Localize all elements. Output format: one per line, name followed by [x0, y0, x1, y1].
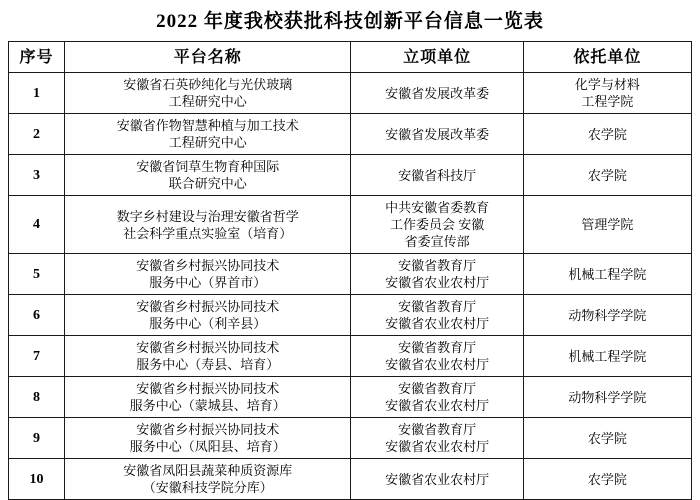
cell-seq: 8: [9, 377, 65, 418]
table-header: [9, 42, 692, 73]
table-row: [9, 336, 692, 377]
cell-approval-unit: [351, 295, 523, 336]
cell-approval-unit: [351, 73, 523, 114]
cell-approval-unit: [351, 336, 523, 377]
cell-approval-unit-line: 安徽省农业农村厅: [385, 275, 490, 290]
cell-platform-name-line: 服务中心（蒙城县、培育）: [129, 398, 286, 413]
cell-approval-unit: [351, 459, 523, 500]
cell-platform-name-line: 数字乡村建设与治理安徽省哲学: [116, 208, 299, 224]
cell-seq: 4: [9, 196, 65, 254]
cell-platform-name: [65, 114, 351, 155]
cell-host-unit-line: 机械工程学院: [568, 266, 647, 282]
cell-host-unit-line: 化学与材料: [574, 77, 640, 92]
table-row: [9, 155, 692, 196]
cell-platform-name: [65, 418, 351, 459]
cell-platform-name-line: 安徽省乡村振兴协同技术: [136, 299, 280, 314]
cell-platform-name-line: 安徽省乡村振兴协同技术: [136, 381, 280, 396]
cell-platform-name-line: 工程研究中心: [168, 135, 247, 150]
cell-approval-unit-line: 安徽省农业农村厅: [385, 316, 490, 331]
cell-host-unit: [523, 73, 691, 114]
cell-approval-unit-line: 安徽省教育厅: [398, 299, 477, 314]
cell-platform-name-line: 安徽省饲草生物育种国际: [136, 159, 280, 174]
cell-approval-unit-line: 安徽省农业农村厅: [385, 439, 490, 454]
cell-platform-name: [65, 336, 351, 377]
cell-approval-unit: [351, 377, 523, 418]
cell-host-unit: [523, 196, 691, 254]
cell-platform-name-line: 安徽省石英砂纯化与光伏玻璃: [123, 77, 293, 92]
cell-platform-name-line: 服务中心（界首市）: [149, 275, 267, 290]
cell-platform-name-line: 服务中心（利辛县）: [149, 316, 267, 331]
cell-approval-unit-line: 安徽省农业农村厅: [385, 398, 490, 413]
cell-host-unit-line: 农学院: [587, 430, 627, 446]
cell-host-unit-line: 动物科学学院: [568, 389, 647, 405]
cell-platform-name-line: 安徽省凤阳县蔬菜种质资源库: [123, 463, 293, 478]
cell-platform-name-line: 安徽省乡村振兴协同技术: [136, 422, 280, 437]
table-header-row: [9, 42, 692, 73]
cell-host-unit-line: 管理学院: [581, 217, 634, 232]
cell-platform-name: [65, 73, 351, 114]
cell-host-unit: [523, 155, 691, 196]
table-row: [9, 418, 692, 459]
cell-approval-unit-line: 安徽省教育厅: [398, 422, 477, 437]
cell-approval-unit: [351, 254, 523, 295]
cell-approval-unit-line: 安徽省科技厅: [398, 167, 477, 183]
cell-platform-name-line: 安徽省乡村振兴协同技术: [136, 258, 280, 273]
table-row: [9, 196, 692, 254]
cell-platform-name: [65, 254, 351, 295]
table-row: [9, 459, 692, 500]
cell-host-unit-line: 农学院: [587, 126, 627, 142]
cell-platform-name-line: 工程研究中心: [168, 94, 247, 109]
cell-approval-unit: [351, 114, 523, 155]
cell-platform-name-line: 安徽省乡村振兴协同技术: [136, 340, 280, 355]
cell-approval-unit-line: 安徽省发展改革委: [385, 85, 490, 101]
cell-platform-name-line: （安徽科技学院分库）: [142, 480, 273, 495]
cell-host-unit: [523, 418, 691, 459]
cell-approval-unit: [351, 196, 523, 254]
platform-info-table: [8, 41, 692, 500]
cell-seq: 2: [9, 114, 65, 155]
cell-host-unit-line: 农学院: [587, 471, 627, 487]
cell-host-unit-line: 动物科学学院: [568, 307, 647, 323]
table-row: [9, 114, 692, 155]
column-header-dept: 依托单位: [523, 42, 691, 73]
cell-host-unit: [523, 336, 691, 377]
cell-host-unit: [523, 254, 691, 295]
cell-platform-name: [65, 196, 351, 254]
column-header-unit: 立项单位: [351, 42, 523, 73]
cell-approval-unit-line: 安徽省农业农村厅: [385, 357, 490, 372]
cell-approval-unit-line: 安徽省教育厅: [398, 258, 477, 273]
cell-host-unit-line: 机械工程学院: [568, 348, 647, 364]
table-row: [9, 295, 692, 336]
cell-host-unit: [523, 295, 691, 336]
cell-host-unit-line: 农学院: [587, 167, 627, 183]
cell-approval-unit-line: 安徽省教育厅: [398, 381, 477, 396]
cell-platform-name: [65, 295, 351, 336]
table-row: [9, 254, 692, 295]
cell-platform-name-line: 服务中心（凤阳县、培育）: [129, 439, 286, 454]
table-row: [9, 73, 692, 114]
cell-approval-unit-line: 安徽省教育厅: [398, 340, 477, 355]
cell-approval-unit: [351, 155, 523, 196]
cell-host-unit: [523, 459, 691, 500]
cell-platform-name: [65, 377, 351, 418]
cell-approval-unit-line: 中共安徽省委教育: [385, 200, 490, 215]
cell-seq: 9: [9, 418, 65, 459]
column-header-seq: 序号: [9, 42, 65, 73]
cell-approval-unit-line: 工作委员会 安徽: [389, 217, 485, 232]
cell-seq: 6: [9, 295, 65, 336]
cell-seq: 7: [9, 336, 65, 377]
cell-seq: 10: [9, 459, 65, 500]
cell-host-unit-line: 工程学院: [581, 94, 634, 109]
cell-host-unit: [523, 114, 691, 155]
cell-platform-name-line: 联合研究中心: [168, 176, 247, 191]
cell-approval-unit-line: 安徽省发展改革委: [385, 126, 490, 142]
cell-platform-name: [65, 459, 351, 500]
cell-platform-name-line: 社会科学重点实验室（培育）: [123, 225, 293, 241]
table-row: [9, 377, 692, 418]
cell-host-unit: [523, 377, 691, 418]
page-title: 2022 年度我校获批科技创新平台信息一览表: [156, 11, 544, 32]
cell-platform-name: [65, 155, 351, 196]
cell-approval-unit-line: 省委宣传部: [404, 234, 470, 249]
table-body: [9, 73, 692, 500]
cell-seq: 1: [9, 73, 65, 114]
cell-platform-name-line: 安徽省作物智慧种植与加工技术: [116, 118, 299, 133]
cell-seq: 5: [9, 254, 65, 295]
cell-approval-unit-line: 安徽省农业农村厅: [385, 471, 490, 487]
cell-approval-unit: [351, 418, 523, 459]
cell-platform-name-line: 服务中心（寿县、培育）: [136, 357, 280, 372]
column-header-name: 平台名称: [65, 42, 351, 73]
cell-seq: 3: [9, 155, 65, 196]
